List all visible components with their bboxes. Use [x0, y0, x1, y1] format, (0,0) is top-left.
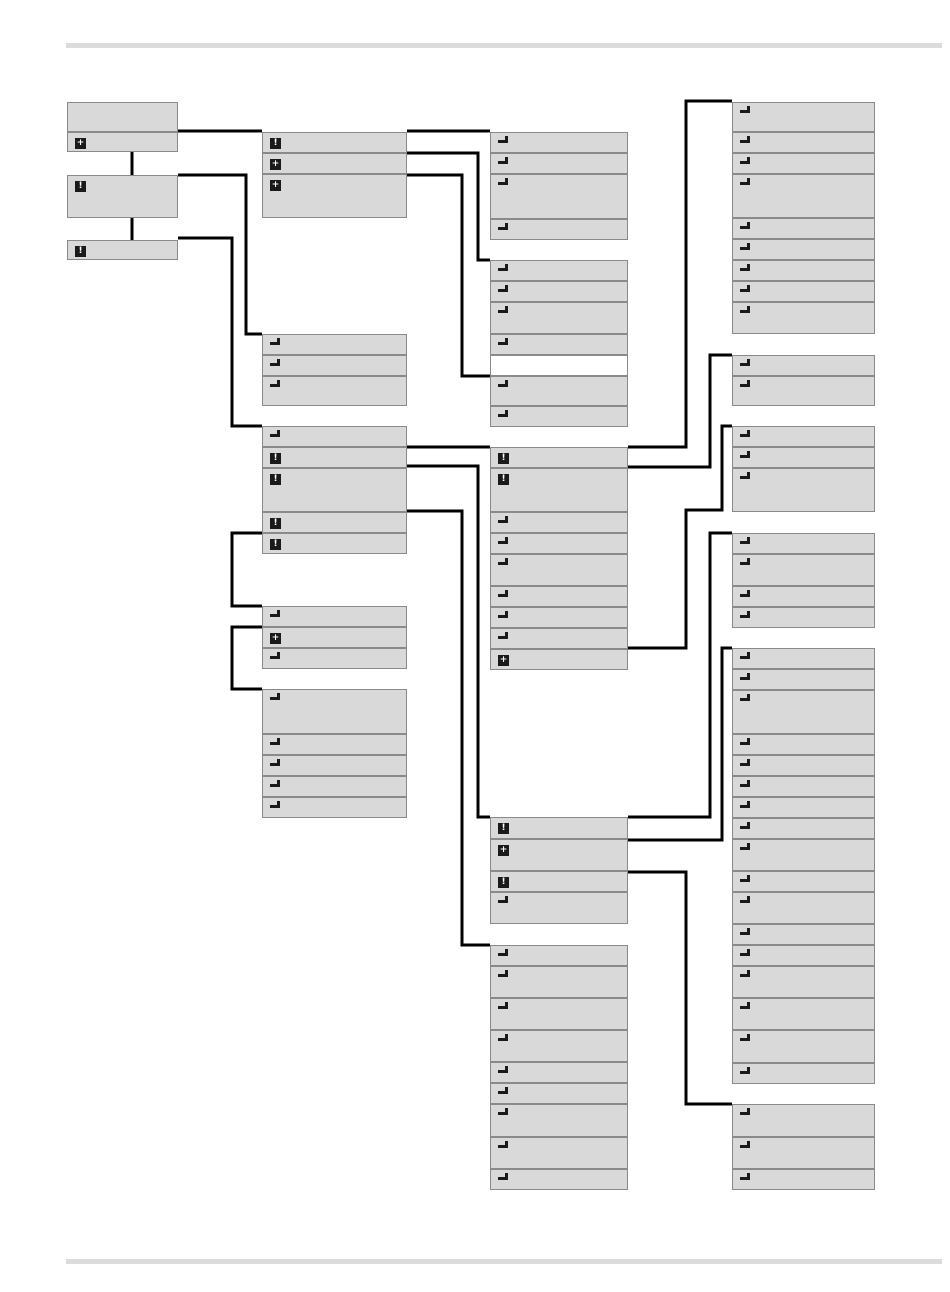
menu-node: [732, 281, 875, 302]
menu-node: [732, 132, 875, 153]
value-bar-icon: [498, 160, 508, 164]
info-icon: !: [270, 518, 281, 529]
menu-node: [732, 797, 875, 818]
menu-node: [490, 302, 628, 334]
value-bar-icon: [740, 783, 750, 787]
value-bar-icon: [498, 1111, 508, 1115]
menu-node: [262, 627, 407, 648]
value-bar-icon: [740, 433, 750, 437]
menu-node: [732, 669, 875, 690]
menu-node: [732, 1169, 875, 1190]
menu-node: [490, 998, 628, 1030]
menu-node: [490, 817, 628, 839]
value-bar-icon: [740, 762, 750, 766]
menu-node: [490, 468, 628, 512]
value-bar-icon: [740, 267, 750, 271]
value-bar-icon: [498, 383, 508, 387]
menu-node: [490, 1062, 628, 1083]
menu-node: [262, 174, 407, 218]
menu-node: [262, 334, 407, 355]
menu-node: [262, 755, 407, 776]
value-bar-icon: [740, 1111, 750, 1115]
menu-node: [732, 755, 875, 776]
value-bar-icon: [498, 139, 508, 143]
value-bar-icon: [498, 973, 508, 977]
menu-node: [490, 406, 628, 427]
value-bar-icon: [740, 1144, 750, 1148]
menu-node: [490, 334, 628, 355]
value-bar-icon: [740, 561, 750, 565]
menu-node: [732, 153, 875, 174]
info-icon: !: [75, 246, 86, 257]
menu-node: [490, 512, 628, 533]
value-bar-icon: [740, 593, 750, 597]
value-bar-icon: [740, 288, 750, 292]
value-bar-icon: [740, 614, 750, 618]
menu-node: [732, 734, 875, 755]
menu-node: [490, 447, 628, 468]
menu-node: [262, 606, 407, 627]
menu-node: [490, 219, 628, 240]
menu-node: [732, 302, 875, 334]
value-bar-icon: [498, 1090, 508, 1094]
menu-node: [732, 447, 875, 468]
menu-node: [732, 174, 875, 218]
value-bar-icon: [740, 109, 750, 113]
plus-icon: +: [499, 845, 508, 855]
menu-node: [490, 355, 628, 376]
value-bar-icon: [740, 825, 750, 829]
menu-node: [732, 102, 875, 132]
value-bar-icon: [270, 783, 280, 787]
menu-node: [732, 260, 875, 281]
menu-node: [262, 648, 407, 669]
menu-node: [490, 533, 628, 554]
value-bar-icon: [270, 696, 280, 700]
menu-node: [490, 281, 628, 302]
value-bar-icon: [740, 973, 750, 977]
value-bar-icon: [498, 1037, 508, 1041]
value-bar-icon: [498, 288, 508, 292]
menu-node: [262, 426, 407, 447]
value-bar-icon: [740, 846, 750, 850]
menu-node: [262, 797, 407, 818]
menu-node: [490, 1169, 628, 1190]
value-bar-icon: [498, 540, 508, 544]
value-bar-icon: [740, 475, 750, 479]
value-bar-icon: [740, 160, 750, 164]
menu-node: [732, 355, 875, 376]
menu-node: [732, 1137, 875, 1169]
menu-node: [732, 1063, 875, 1084]
menu-node: [490, 871, 628, 892]
value-bar-icon: [498, 181, 508, 185]
value-bar-icon: [740, 139, 750, 143]
menu-node: [490, 839, 628, 871]
menu-node: [490, 607, 628, 628]
value-bar-icon: [740, 952, 750, 956]
value-bar-icon: [498, 899, 508, 903]
menu-node: [262, 447, 407, 468]
menu-node: [262, 734, 407, 755]
menu-node: [262, 376, 407, 406]
value-bar-icon: [498, 1176, 508, 1180]
menu-node: [490, 945, 628, 966]
menu-node: [490, 649, 628, 670]
value-bar-icon: [498, 226, 508, 230]
value-bar-icon: [498, 1005, 508, 1009]
info-icon: !: [498, 877, 509, 888]
menu-node: [732, 376, 875, 406]
menu-node: [490, 153, 628, 174]
value-bar-icon: [740, 454, 750, 458]
menu-node: [490, 174, 628, 219]
value-bar-icon: [740, 1176, 750, 1180]
value-bar-icon: [270, 341, 280, 345]
menu-node: [732, 218, 875, 239]
value-bar-icon: [740, 1070, 750, 1074]
value-bar-icon: [740, 899, 750, 903]
value-bar-icon: [740, 1005, 750, 1009]
menu-node: [732, 966, 875, 998]
menu-node: [67, 175, 178, 218]
menu-node: [262, 153, 407, 174]
value-bar-icon: [740, 309, 750, 313]
value-bar-icon: [740, 741, 750, 745]
value-bar-icon: [270, 741, 280, 745]
menu-node: [732, 533, 875, 554]
value-bar-icon: [498, 1069, 508, 1073]
menu-node: [490, 1104, 628, 1137]
menu-node: [490, 376, 628, 406]
menu-node: [732, 648, 875, 669]
menu-node: [732, 924, 875, 945]
menu-node: [262, 512, 407, 533]
plus-icon: +: [76, 138, 85, 148]
info-icon: !: [498, 453, 509, 464]
menu-node: [490, 132, 628, 153]
value-bar-icon: [740, 246, 750, 250]
value-bar-icon: [270, 362, 280, 366]
value-bar-icon: [498, 309, 508, 313]
value-bar-icon: [270, 655, 280, 659]
info-icon: !: [270, 138, 281, 149]
menu-node: [67, 132, 178, 152]
menu-node: [732, 892, 875, 924]
menu-node: [262, 355, 407, 376]
value-bar-icon: [740, 1037, 750, 1041]
plus-icon: +: [271, 633, 280, 643]
value-bar-icon: [740, 181, 750, 185]
menu-node: [732, 468, 875, 512]
plus-icon: +: [271, 180, 280, 190]
menu-node: [732, 839, 875, 871]
menu-node: [732, 998, 875, 1030]
menu-node: [732, 426, 875, 447]
value-bar-icon: [740, 804, 750, 808]
value-bar-icon: [740, 676, 750, 680]
info-icon: !: [75, 181, 86, 192]
menu-node: [67, 240, 178, 260]
menu-node: [490, 628, 628, 649]
menu-node: [732, 871, 875, 892]
value-bar-icon: [740, 697, 750, 701]
menu-node: [262, 689, 407, 734]
menu-node: [732, 945, 875, 966]
menu-node: [490, 1083, 628, 1104]
value-bar-icon: [740, 931, 750, 935]
value-bar-icon: [498, 1144, 508, 1148]
menu-node: [490, 586, 628, 607]
value-bar-icon: [740, 540, 750, 544]
value-bar-icon: [740, 362, 750, 366]
menu-node: [262, 533, 407, 554]
value-bar-icon: [270, 433, 280, 437]
plus-icon: +: [499, 655, 508, 665]
value-bar-icon: [740, 655, 750, 659]
info-icon: !: [270, 453, 281, 464]
value-bar-icon: [498, 561, 508, 565]
menu-node: [732, 607, 875, 628]
menu-node: [262, 468, 407, 512]
menu-node: [490, 1137, 628, 1169]
value-bar-icon: [740, 878, 750, 882]
value-bar-icon: [498, 635, 508, 639]
value-bar-icon: [498, 413, 508, 417]
menu-node: [262, 132, 407, 153]
menu-node: [732, 1030, 875, 1063]
menu-node: [490, 892, 628, 924]
menu-node: [67, 102, 178, 132]
menu-node: [490, 966, 628, 998]
value-bar-icon: [498, 519, 508, 523]
menu-node: [732, 554, 875, 586]
menu-node: [732, 1104, 875, 1137]
info-icon: !: [270, 474, 281, 485]
info-icon: !: [498, 474, 509, 485]
menu-node: [732, 776, 875, 797]
menu-node: [732, 690, 875, 734]
plus-icon: +: [271, 159, 280, 169]
menu-node: [490, 1030, 628, 1062]
value-bar-icon: [498, 952, 508, 956]
info-icon: !: [270, 539, 281, 550]
value-bar-icon: [498, 267, 508, 271]
value-bar-icon: [270, 613, 280, 617]
value-bar-icon: [740, 383, 750, 387]
value-bar-icon: [498, 614, 508, 618]
menu-node: [732, 818, 875, 839]
value-bar-icon: [270, 383, 280, 387]
menu-node: [732, 239, 875, 260]
value-bar-icon: [740, 225, 750, 229]
info-icon: !: [498, 823, 509, 834]
value-bar-icon: [498, 593, 508, 597]
menu-node: [490, 260, 628, 281]
menu-node: [732, 586, 875, 607]
value-bar-icon: [270, 762, 280, 766]
value-bar-icon: [270, 804, 280, 808]
menu-node: [262, 776, 407, 797]
menu-node: [490, 554, 628, 586]
value-bar-icon: [498, 341, 508, 345]
